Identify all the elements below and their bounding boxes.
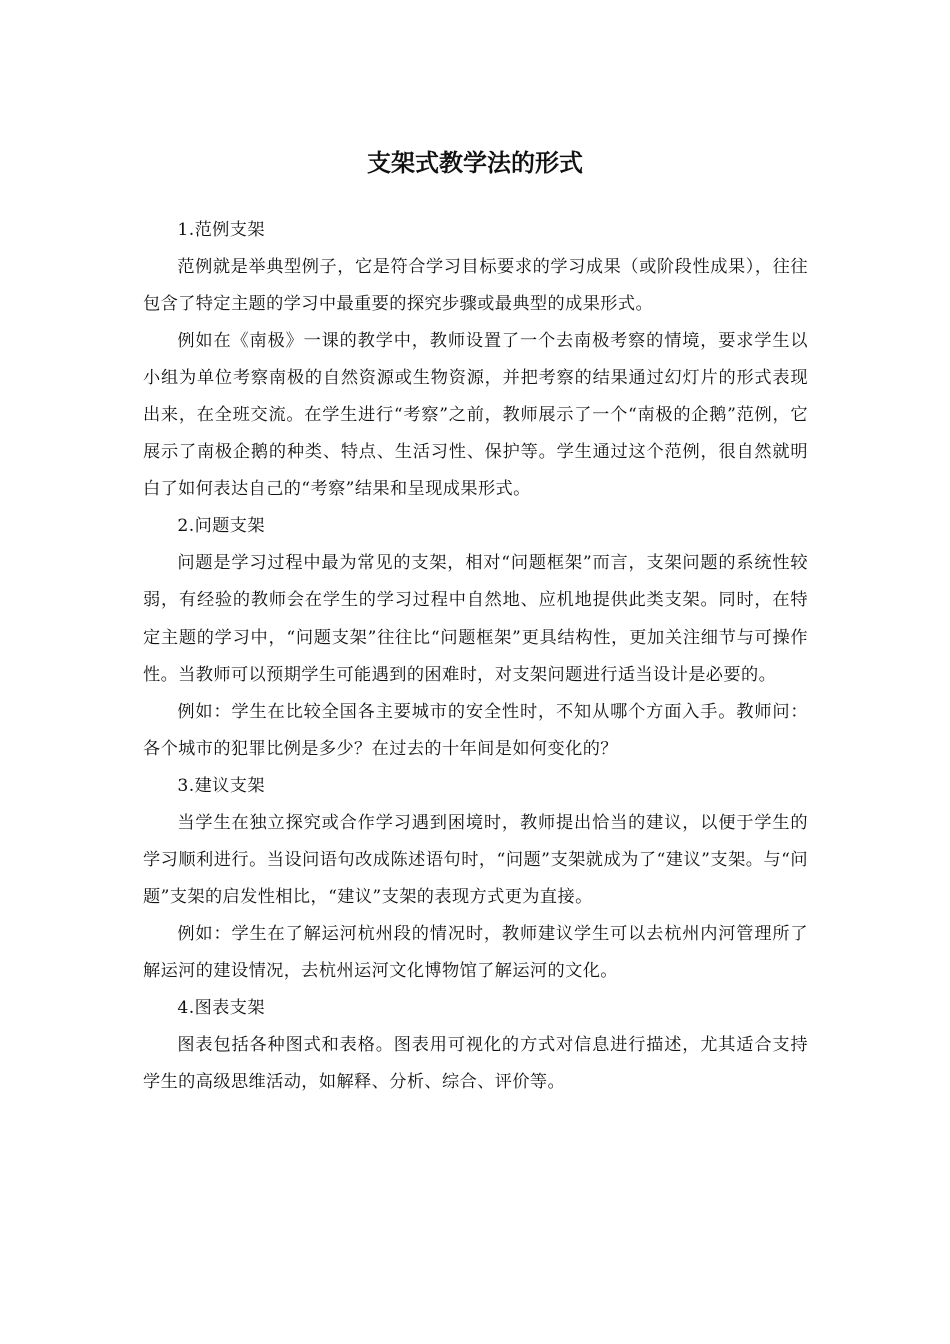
body-paragraph: 范例就是举典型例子，它是符合学习目标要求的学习成果（或阶段性成果），往往包含了特定主题的学习中最重要的探究步骤或最典型的成果形式。: [143, 257, 808, 315]
section-heading-example-scaffold: 1.范例支架: [177, 220, 265, 240]
body-paragraph: 例如：学生在了解运河杭州段的情况时，教师建议学生可以去杭州内河管理所了解运河的建设情况，去杭州运河文化博物馆了解运河的文化。: [143, 923, 808, 981]
section-heading-suggestion-scaffold: 3.建议支架: [177, 775, 265, 796]
body-paragraph: 当学生在独立探究或合作学习遇到困境时，教师提出恰当的建议，以便于学生的学习顺利进行。当设问语句改成陈述语句时，“问题”支架就成为了“建议”支架。与“问题”支架的启发性相比，“建议”支架的表现方式更为直接。: [143, 812, 808, 907]
body-paragraph: 问题是学习过程中最为常见的支架，相对“问题框架”而言，支架问题的系统性较弱，有经验的教师会在学生的学习过程中自然地、应机地提供此类支架。同时，在特定主题的学习中，“问题支架”往往比“问题框架”更具结构性，更加关注细节与可操作性。当教师可以预期学生可能遇到的困难时，对支架问题进行适当设计是必要的。: [143, 553, 808, 685]
section-heading-question-scaffold: 2.问题支架: [177, 516, 265, 537]
body-paragraph: 例如：学生在比较全国各主要城市的安全性时，不知从哪个方面入手。教师问：各个城市的犯罪比例是多少？在过去的十年间是如何变化的？: [143, 701, 808, 759]
document-title: 支架式教学法的形式: [367, 149, 583, 177]
body-paragraph: 图表包括各种图式和表格。图表用可视化的方式对信息进行描述，尤其适合支持学生的高级思维活动，如解释、分析、综合、评价等。: [143, 1035, 808, 1093]
document-body: [143, 212, 808, 1101]
section-heading-chart-scaffold: 4.图表支架: [177, 997, 265, 1018]
body-paragraph: 例如在《南极》一课的教学中，教师设置了一个去南极考察的情境，要求学生以小组为单位考察南极的自然资源或生物资源，并把考察的结果通过幻灯片的形式表现出来，在全班交流。在学生进行“考察”之前，教师展示了一个“南极的企鹅”范例，它展示了南极企鹅的种类、特点、生活习性、保护等。学生通过这个范例，很自然就明白了如何表达自己的“考察”结果和呈现成果形式。: [143, 331, 808, 500]
